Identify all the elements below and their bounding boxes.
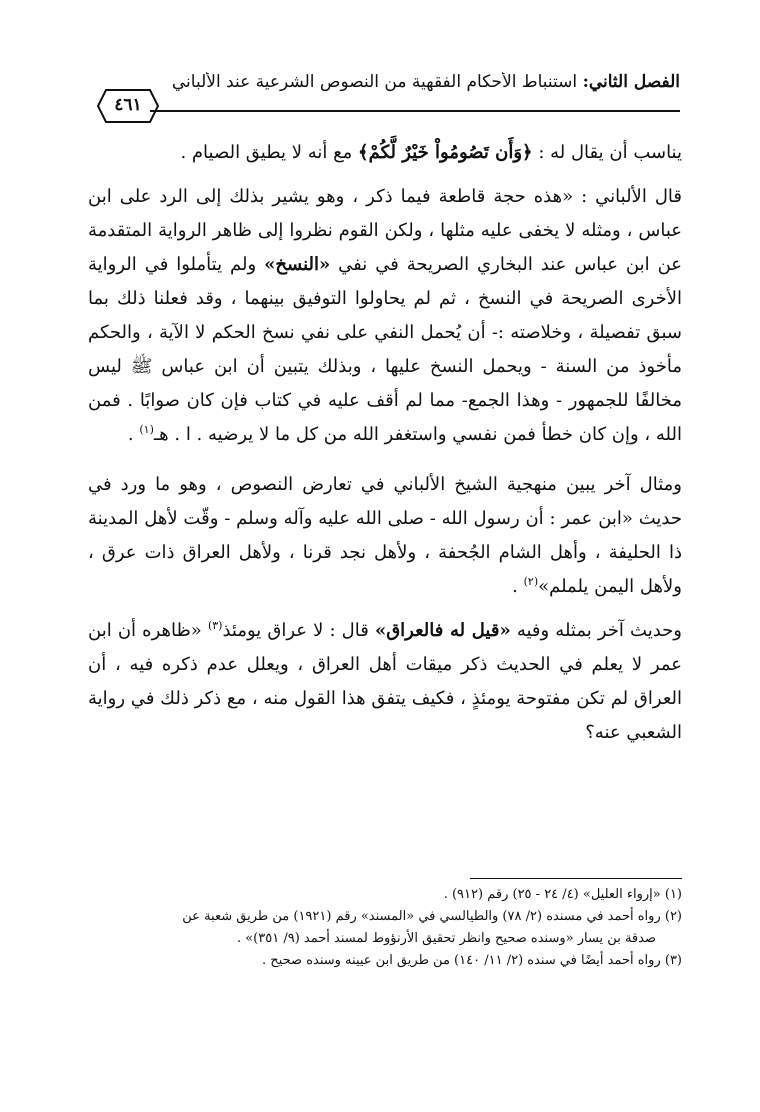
paragraph-1	[88, 136, 682, 170]
footnote-2-continued: صدقة بن يسار «وسنده صحيح وانظر تحقيق الأرنؤوط لمسند أحمد (٩/ ٣٥١)» .	[236, 931, 656, 946]
p1-lead: يناسب أن يقال له :	[532, 142, 682, 163]
footnote-ref-1: (١)	[139, 423, 154, 436]
p1-tail: مع أنه لا يطيق الصيام .	[180, 142, 359, 163]
quran-verse: ﴿وَأَن تَصُومُواْ خَيْرٌ لَّكُمْ﴾	[358, 142, 533, 163]
p3-main: ومثال آخر يبين منهجية الشيخ الألباني في تعارض النصوص ، وهو ما ورد في حديث «ابن عمر : أن رسول الله - صلى الله عليه وآله وسلم - وقّت لأهل المدينة ذا الحليفة ، وأهل الشام الجُحفة ، ولأهل نجد قرنا ، ولأهل العراق ذات عرق ، ولأهل اليمن يلملم»	[88, 474, 682, 597]
chapter-label: الفصل الثاني:	[582, 72, 680, 92]
footnote-2: (٢) رواه أحمد في مسنده (٢/ ٧٨) والطيالسي في «المسند» رقم (١٩٢١) من طريق شعبة عن	[182, 909, 682, 924]
p2-bold-term: «النسخ»	[264, 254, 331, 275]
main-text	[88, 136, 682, 760]
page-number: ٤٦١	[114, 95, 142, 115]
p3-close: .	[512, 576, 524, 597]
chapter-title: استنباط الأحكام الفقهية من النصوص الشرعية عند الألباني	[171, 72, 578, 92]
p2-close: .	[127, 424, 140, 445]
footnote-rule	[470, 878, 682, 879]
footnote-ref-3: (٣)	[207, 619, 223, 632]
footnote-1: (١) «إرواء العليل» (٤/ ٢٤ - ٢٥) رقم (٩١٢) .	[443, 887, 682, 902]
running-header	[96, 72, 680, 106]
p2-start: قال الألباني : «هذه حجة قاطعة فيما ذكر ، وهو يشير بذلك إلى الرد على ابن عباس ، ومثله لا يخفى عليه مثلها ، ولكن القوم نظروا إلى ظاهر الرواية المتقدمة عن ابن عباس عند البخاري الصريحة في نفي	[88, 186, 683, 275]
footnote-ref-2: (٢)	[523, 575, 539, 588]
paragraph-4	[88, 614, 682, 750]
paragraph-2	[88, 180, 682, 452]
header-rule	[150, 110, 680, 112]
p2-end: ولم يتأملوا في الرواية الأخرى الصريحة في النسخ ، ثم لم يحاولوا التوفيق بينهما ، وقد فعلنا ذلك بما سبق تفصيلة ، وخلاصته :- أن يُحمل النفي على نفي نسخ الحكم لا الآية ، والحكم مأخوذ من السنة - ويحمل النسخ عليها ، وبذلك يتبين أن ابن عباس ﷺ ليس مخالفًا للجمهور - وهذا الجمع- مما لم أقف عليه في كتاب فإن كان صوابًا . فمن الله ، وإن كان خطأ فمن نفسي واستغفر الله من كل ما لا يرضيه . ا . هـ	[88, 254, 682, 445]
p4-end: «ظاهره أن ابن عمر لا يعلم في الحديث ذكر ميقات أهل العراق ، ويعلل عدم ذكره فيه ، أن العراق لم تكن مفتوحة يومئذٍ ، فكيف يتفق هذا القول منه ، مع ذكر ذلك في رواية الشعبي عنه؟	[88, 620, 682, 743]
paragraph-3	[88, 468, 682, 604]
footnote-3: (٣) رواه أحمد أيضًا في سنده (٢/ ١١/ ١٤٠) من طريق ابن عيينه وسنده صحيح .	[262, 953, 682, 968]
footnotes	[88, 884, 682, 972]
p4-start: وحديث آخر بمثله وفيه	[510, 620, 682, 641]
p4-mid: قال : لا عراق يومئذ	[222, 620, 375, 641]
page-number-badge	[96, 86, 160, 126]
p4-bold-term: «قيل له فالعراق»	[374, 620, 511, 641]
